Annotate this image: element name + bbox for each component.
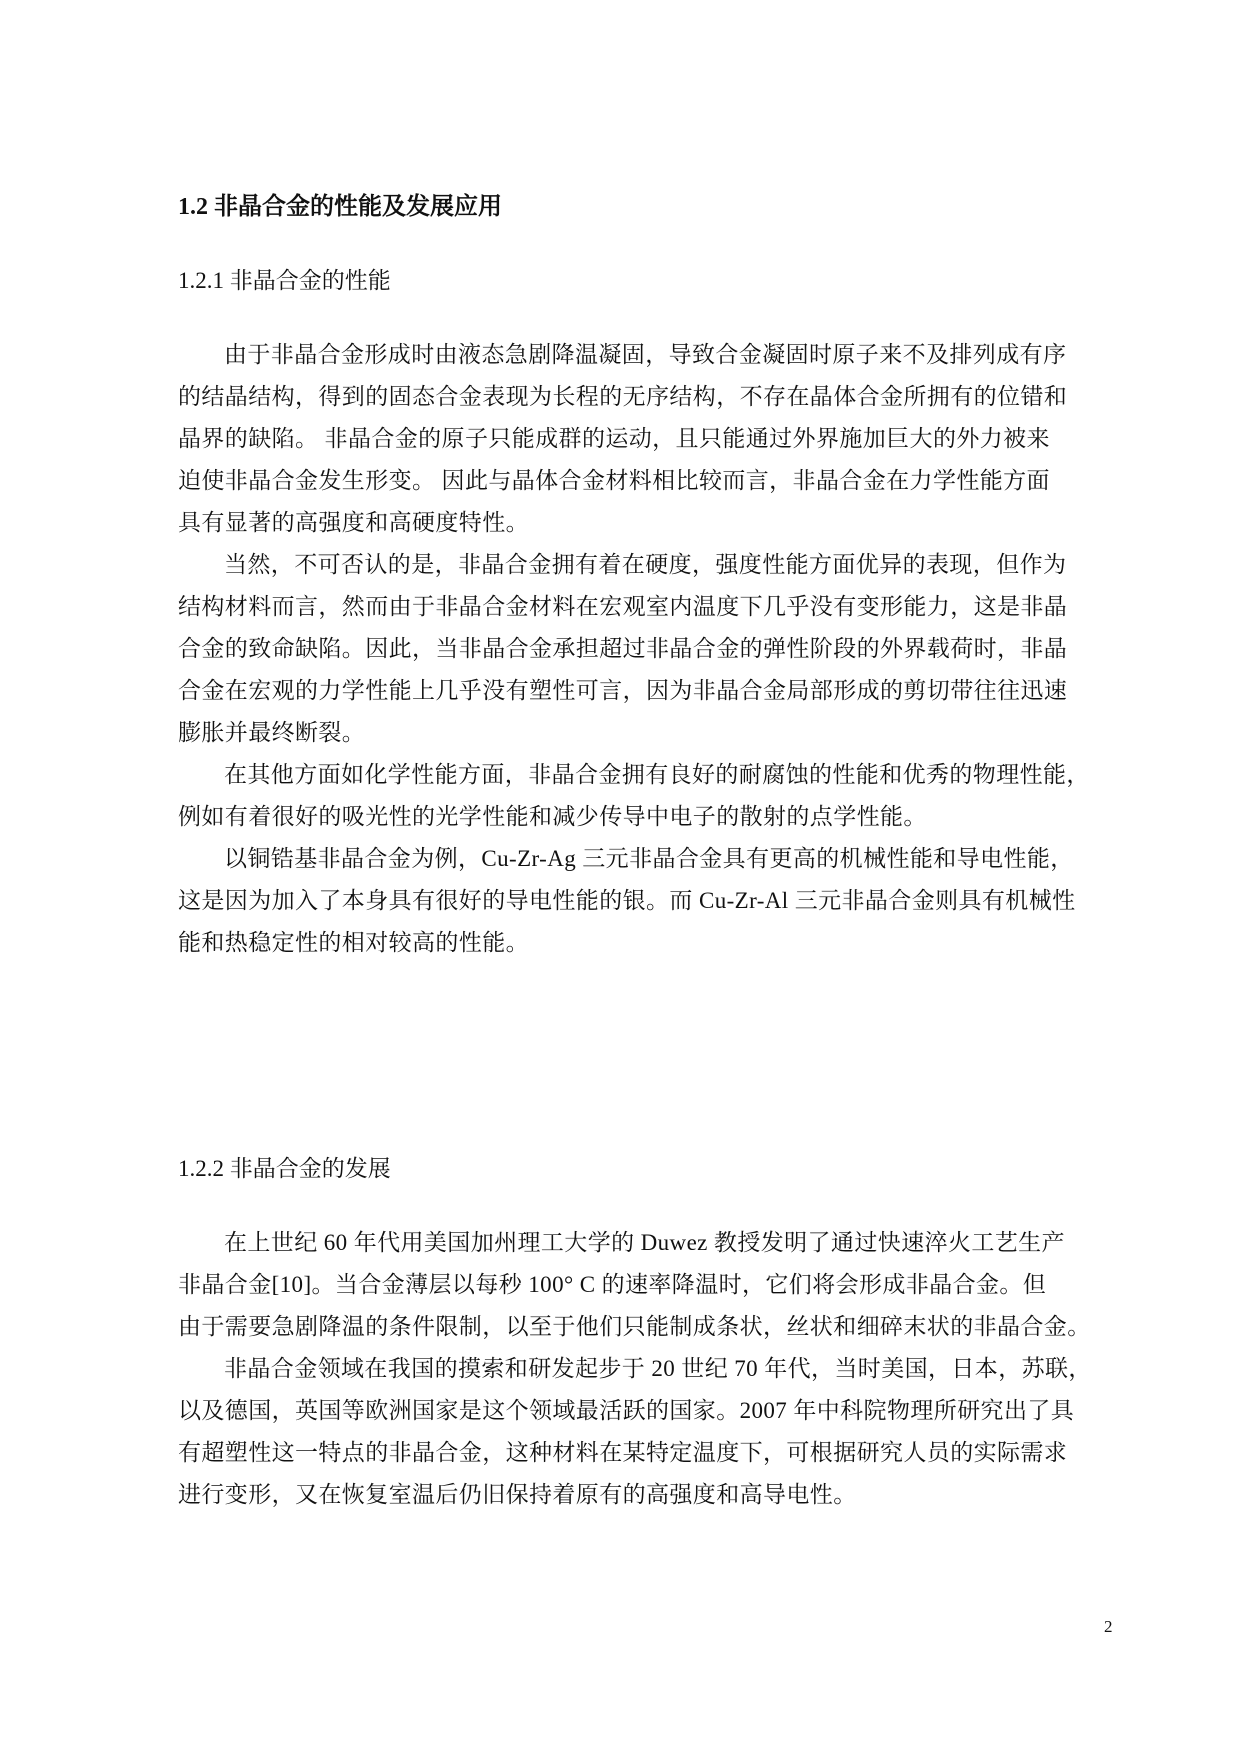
section-title: 1.2 非晶合金的性能及发展应用: [178, 194, 502, 220]
subsection-title-performance: 1.2.1 非晶合金的性能: [178, 268, 391, 293]
paragraph-line: 非晶合金[10]。当合金薄层以每秒 100° C 的速率降温时，它们将会形成非晶合金。但: [178, 1272, 1047, 1297]
paragraph-cu-zr-example: [178, 838, 1112, 964]
paragraph-line: 具有显著的高强度和高硬度特性。: [178, 510, 529, 535]
paragraph-line: 在上世纪 60 年代用美国加州理工大学的 Duwez 教授发明了通过快速淬火工艺生产: [224, 1230, 1065, 1255]
paragraph-line: 非晶合金领域在我国的摸索和研发起步于 20 世纪 70 年代，当时美国，日本，苏联，: [224, 1356, 1092, 1381]
paragraph-line: 由于需要急剧降温的条件限制，以至于他们只能制成条状，丝状和细碎末状的非晶合金。: [178, 1314, 1091, 1339]
paragraph-line: 迫使非晶合金发生形变。 因此与晶体合金材料相比较而言，非晶合金在力学性能方面: [178, 468, 1050, 493]
paragraph-line: 合金的致命缺陷。因此，当非晶合金承担超过非晶合金的弹性阶段的外界载荷时，非晶: [178, 636, 1068, 661]
paragraph-line: 这是因为加入了本身具有很好的导电性能的银。而 Cu-Zr-Al 三元非晶合金则具有机械性: [178, 888, 1076, 913]
subsection-title-development: 1.2.2 非晶合金的发展: [178, 1156, 391, 1181]
paragraph-line: 合金在宏观的力学性能上几乎没有塑性可言，因为非晶合金局部形成的剪切带往往迅速: [178, 678, 1068, 703]
paragraph-brittleness: [178, 544, 1112, 754]
paragraph-line: 结构材料而言，然而由于非晶合金材料在宏观室内温度下几乎没有变形能力，这是非晶: [178, 594, 1068, 619]
paragraph-formation: [178, 334, 1112, 544]
paragraph-line: 膨胀并最终断裂。: [178, 720, 366, 745]
paragraph-line: 由于非晶合金形成时由液态急剧降温凝固，导致合金凝固时原子来不及排列成有序: [224, 342, 1067, 367]
paragraph-line: 进行变形，又在恢复室温后仍旧保持着原有的高强度和高导电性。: [178, 1482, 857, 1507]
paragraph-line: 的结晶结构，得到的固态合金表现为长程的无序结构，不存在晶体合金所拥有的位错和: [178, 384, 1068, 409]
paragraph-line: 例如有着很好的吸光性的光学性能和减少传导中电子的散射的点学性能。: [178, 804, 927, 829]
paragraph-line: 以铜锆基非晶合金为例，Cu-Zr-Ag 三元非晶合金具有更高的机械性能和导电性能，: [224, 846, 1074, 871]
paragraph-chemical: [178, 754, 1112, 838]
paragraph-line: 在其他方面如化学性能方面，非晶合金拥有良好的耐腐蚀的性能和优秀的物理性能，: [224, 762, 1090, 787]
paragraph-history: [178, 1222, 1112, 1348]
paragraph-china-research: [178, 1348, 1112, 1516]
paragraph-line: 晶界的缺陷。 非晶合金的原子只能成群的运动，且只能通过外界施加巨大的外力被来: [178, 426, 1050, 451]
paragraph-line: 以及德国，英国等欧洲国家是这个领域最活跃的国家。2007 年中科院物理所研究出了具: [178, 1398, 1075, 1423]
paragraph-line: 当然，不可否认的是，非晶合金拥有着在硬度，强度性能方面优异的表现，但作为: [224, 552, 1067, 577]
paragraph-line: 能和热稳定性的相对较高的性能。: [178, 930, 529, 955]
page-number: 2: [1104, 1617, 1113, 1636]
paragraph-line: 有超塑性这一特点的非晶合金，这种材料在某特定温度下，可根据研究人员的实际需求: [178, 1440, 1068, 1465]
